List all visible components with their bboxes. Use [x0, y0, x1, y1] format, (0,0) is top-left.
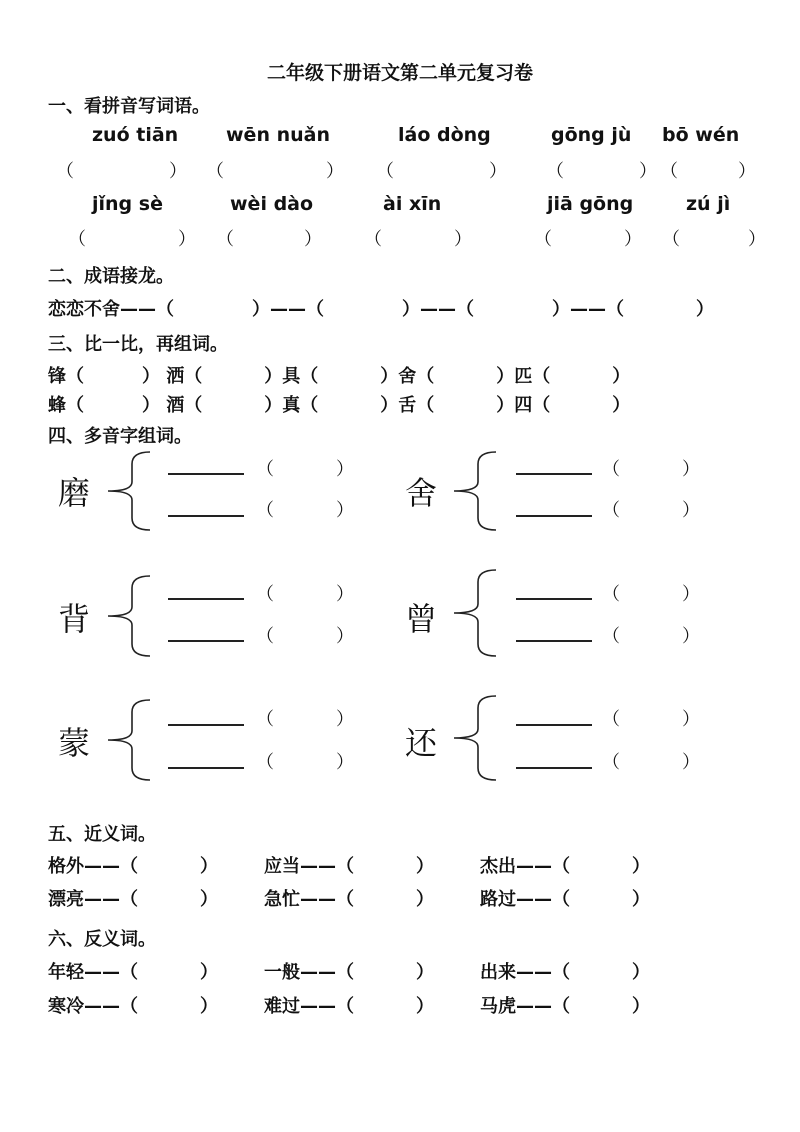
pinyin-blank[interactable]: （ ）: [602, 500, 700, 521]
blank-line[interactable]: [516, 598, 592, 600]
polyphone-char: 背: [58, 600, 91, 638]
answer-box-2[interactable]: （ ）: [206, 161, 344, 182]
polyphone-char: 还: [405, 724, 438, 762]
antonym-item[interactable]: 一般——（ ）: [264, 962, 434, 983]
antonym-item[interactable]: 年轻——（ ）: [48, 962, 218, 983]
blank-line[interactable]: [516, 473, 592, 475]
page-title: 二年级下册语文第二单元复习卷: [266, 62, 533, 84]
blank-line[interactable]: [168, 473, 244, 475]
blank-line[interactable]: [168, 598, 244, 600]
idiom-blank-4[interactable]: （ ）: [606, 299, 714, 320]
idiom-blank-2[interactable]: （ ）: [306, 299, 420, 320]
section-4-heading: 四、多音字组词。: [48, 426, 192, 447]
pinyin-6: jǐng sè: [92, 193, 163, 215]
answer-box-6[interactable]: （ ）: [68, 229, 196, 250]
brace-icon: [450, 450, 500, 532]
pinyin-blank[interactable]: （ ）: [602, 709, 700, 730]
idiom-start: 恋恋不舍: [48, 299, 120, 320]
blank-line[interactable]: [516, 515, 592, 517]
antonym-item[interactable]: 马虎——（ ）: [480, 996, 650, 1017]
pinyin-blank[interactable]: （ ）: [256, 752, 354, 773]
polyphone-char: 蒙: [58, 724, 91, 762]
antonym-item[interactable]: 难过——（ ）: [264, 996, 434, 1017]
section-2-heading: 二、成语接龙。: [48, 266, 174, 287]
brace-icon: [450, 694, 500, 782]
answer-box-9[interactable]: （ ）: [534, 229, 642, 250]
answer-box-5[interactable]: （ ）: [660, 161, 756, 182]
pinyin-blank[interactable]: （ ）: [602, 626, 700, 647]
synonym-item[interactable]: 应当——（ ）: [264, 856, 434, 877]
answer-box-4[interactable]: （ ）: [546, 161, 657, 182]
answer-box-1[interactable]: （ ）: [56, 161, 187, 182]
synonym-item[interactable]: 杰出——（ ）: [480, 856, 650, 877]
pinyin-blank[interactable]: （ ）: [256, 459, 354, 480]
blank-line[interactable]: [168, 767, 244, 769]
blank-line[interactable]: [168, 724, 244, 726]
pinyin-blank[interactable]: （ ）: [256, 500, 354, 521]
synonym-item[interactable]: 路过——（ ）: [480, 889, 650, 910]
answer-box-10[interactable]: （ ）: [662, 229, 766, 250]
pinyin-blank[interactable]: （ ）: [602, 752, 700, 773]
blank-line[interactable]: [516, 767, 592, 769]
answer-box-3[interactable]: （ ）: [376, 161, 507, 182]
pinyin-7: wèi dào: [230, 193, 314, 215]
pinyin-10: zú jì: [686, 193, 731, 215]
pinyin-4: gōng jù: [551, 124, 632, 146]
idiom-blank-3[interactable]: （ ）: [456, 299, 570, 320]
pinyin-3: láo dòng: [398, 124, 491, 146]
blank-line[interactable]: [516, 640, 592, 642]
synonym-item[interactable]: 格外——（ ）: [48, 856, 218, 877]
compare-row-2: 蜂（ ） 酒（ ）真（ ）舌（ ）四（ ）: [48, 395, 631, 416]
polyphone-char: 曾: [405, 600, 438, 638]
polyphone-char: 磨: [58, 474, 91, 512]
brace-icon: [104, 450, 154, 532]
answer-box-7[interactable]: （ ）: [216, 229, 322, 250]
pinyin-1: zuó tiān: [92, 124, 179, 146]
blank-line[interactable]: [168, 515, 244, 517]
brace-icon: [450, 568, 500, 658]
pinyin-blank[interactable]: （ ）: [256, 709, 354, 730]
synonym-item[interactable]: 漂亮——（ ）: [48, 889, 218, 910]
brace-icon: [104, 574, 154, 658]
section-6-heading: 六、反义词。: [48, 929, 156, 950]
pinyin-blank[interactable]: （ ）: [256, 584, 354, 605]
section-1-heading: 一、看拼音写词语。: [48, 96, 210, 117]
pinyin-blank[interactable]: （ ）: [602, 459, 700, 480]
section-5-heading: 五、近义词。: [48, 824, 156, 845]
synonym-item[interactable]: 急忙——（ ）: [264, 889, 434, 910]
compare-row-1: 锋（ ） 洒（ ）具（ ）舍（ ）匹（ ）: [48, 366, 631, 387]
antonym-item[interactable]: 寒冷——（ ）: [48, 996, 218, 1017]
pinyin-5: bō wén: [662, 124, 740, 146]
section-3-heading: 三、比一比，再组词。: [48, 334, 228, 355]
answer-box-8[interactable]: （ ）: [364, 229, 472, 250]
polyphone-char: 舍: [405, 474, 438, 512]
blank-line[interactable]: [168, 640, 244, 642]
pinyin-blank[interactable]: （ ）: [602, 584, 700, 605]
pinyin-blank[interactable]: （ ）: [256, 626, 354, 647]
idiom-chain: 恋恋不舍——（ ）——（ ）——（ ）——（ ）: [48, 299, 714, 320]
pinyin-2: wēn nuǎn: [226, 124, 330, 146]
idiom-blank-1[interactable]: （ ）: [156, 299, 270, 320]
pinyin-8: ài xīn: [383, 193, 442, 215]
pinyin-9: jiā gōng: [547, 193, 634, 215]
antonym-item[interactable]: 出来——（ ）: [480, 962, 650, 983]
brace-icon: [104, 698, 154, 782]
blank-line[interactable]: [516, 724, 592, 726]
